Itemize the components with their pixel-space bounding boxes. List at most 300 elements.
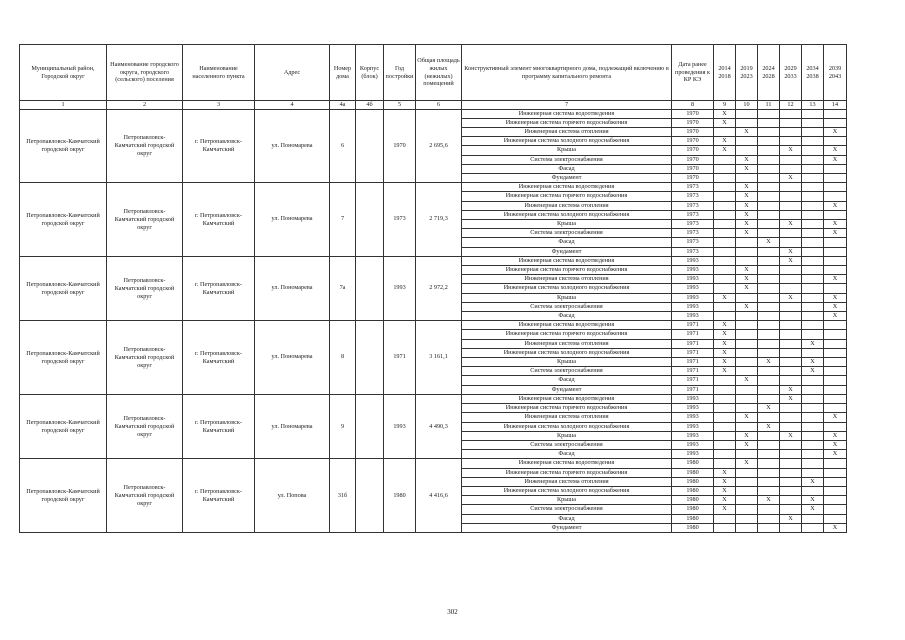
- block-cell: [356, 183, 384, 257]
- prev-repair-date-cell: 1971: [672, 321, 714, 330]
- col-num: 6: [416, 101, 462, 110]
- period-mark-cell: [758, 256, 780, 265]
- block-cell: [356, 321, 384, 395]
- period-mark-cell: X: [714, 330, 736, 339]
- period-mark-cell: [802, 302, 824, 311]
- area-cell: 2 719,3: [416, 183, 462, 257]
- prev-repair-date-cell: 1993: [672, 404, 714, 413]
- year-cell: 1971: [384, 321, 416, 395]
- prev-repair-date-cell: 1993: [672, 266, 714, 275]
- element-name-cell: Инженерная система горячего водоснабжения: [462, 404, 672, 413]
- period-mark-cell: [758, 210, 780, 219]
- element-name-cell: Фасад: [462, 514, 672, 523]
- period-mark-cell: [824, 321, 847, 330]
- period-mark-cell: [736, 330, 758, 339]
- period-mark-cell: [758, 330, 780, 339]
- period-mark-cell: [714, 210, 736, 219]
- period-mark-cell: X: [714, 109, 736, 118]
- period-mark-cell: X: [780, 256, 802, 265]
- period-mark-cell: X: [802, 339, 824, 348]
- prev-repair-date-cell: 1993: [672, 450, 714, 459]
- period-mark-cell: [758, 413, 780, 422]
- header-prev-date: Дата ранее проведения к КР КЭ: [672, 45, 714, 101]
- period-mark-cell: [802, 238, 824, 247]
- period-mark-cell: X: [736, 210, 758, 219]
- element-name-cell: Инженерная система водоотведения: [462, 183, 672, 192]
- period-mark-cell: [758, 192, 780, 201]
- prev-repair-date-cell: 1973: [672, 210, 714, 219]
- element-name-cell: Инженерная система отопления: [462, 413, 672, 422]
- period-mark-cell: [736, 321, 758, 330]
- period-mark-cell: X: [714, 367, 736, 376]
- period-mark-cell: [736, 146, 758, 155]
- period-mark-cell: [824, 256, 847, 265]
- period-mark-cell: [714, 431, 736, 440]
- period-mark-cell: [758, 275, 780, 284]
- period-mark-cell: [736, 468, 758, 477]
- period-mark-cell: [736, 477, 758, 486]
- prev-repair-date-cell: 1993: [672, 293, 714, 302]
- period-mark-cell: [714, 201, 736, 210]
- period-mark-cell: [780, 450, 802, 459]
- element-name-cell: Инженерная система горячего водоснабжения: [462, 468, 672, 477]
- period-mark-cell: [736, 505, 758, 514]
- prev-repair-date-cell: 1971: [672, 376, 714, 385]
- settlement-cell: Петропавловск-Камчатский городской округ: [107, 256, 183, 320]
- period-mark-cell: [780, 275, 802, 284]
- period-mark-cell: [758, 118, 780, 127]
- period-mark-cell: X: [714, 477, 736, 486]
- header-period-1: 2014 2018: [714, 45, 736, 101]
- period-mark-cell: [802, 146, 824, 155]
- settlement-cell: Петропавловск-Камчатский городской округ: [107, 183, 183, 257]
- block-cell: [356, 394, 384, 458]
- period-mark-cell: [736, 137, 758, 146]
- period-mark-cell: [780, 367, 802, 376]
- period-mark-cell: [758, 367, 780, 376]
- house-cell: 7: [330, 183, 356, 257]
- period-mark-cell: [736, 293, 758, 302]
- period-mark-cell: [824, 266, 847, 275]
- house-cell: 6: [330, 109, 356, 183]
- header-period-4: 2029 2033: [780, 45, 802, 101]
- period-mark-cell: X: [780, 514, 802, 523]
- period-mark-cell: [824, 486, 847, 495]
- period-mark-cell: [758, 468, 780, 477]
- header-district: Муниципальный район, Городской округ: [20, 45, 107, 101]
- element-name-cell: Крыша: [462, 496, 672, 505]
- period-mark-cell: X: [736, 431, 758, 440]
- period-mark-cell: X: [714, 146, 736, 155]
- period-mark-cell: [780, 339, 802, 348]
- period-mark-cell: [802, 385, 824, 394]
- prev-repair-date-cell: 1980: [672, 468, 714, 477]
- period-mark-cell: [714, 174, 736, 183]
- period-mark-cell: [824, 247, 847, 256]
- period-mark-cell: X: [736, 183, 758, 192]
- period-mark-cell: X: [758, 496, 780, 505]
- element-name-cell: Крыша: [462, 220, 672, 229]
- period-mark-cell: [736, 523, 758, 532]
- period-mark-cell: X: [736, 266, 758, 275]
- period-mark-cell: [780, 440, 802, 449]
- district-cell: Петропавловск-Камчатский городской округ: [20, 183, 107, 257]
- period-mark-cell: [802, 174, 824, 183]
- period-mark-cell: [780, 376, 802, 385]
- period-mark-cell: [736, 174, 758, 183]
- address-cell: ул. Пономарева: [255, 394, 330, 458]
- period-mark-cell: X: [758, 404, 780, 413]
- prev-repair-date-cell: 1993: [672, 431, 714, 440]
- prev-repair-date-cell: 1993: [672, 413, 714, 422]
- period-mark-cell: [780, 348, 802, 357]
- prev-repair-date-cell: 1980: [672, 496, 714, 505]
- period-mark-cell: [714, 385, 736, 394]
- period-mark-cell: [736, 256, 758, 265]
- period-mark-cell: [758, 385, 780, 394]
- period-mark-cell: X: [714, 468, 736, 477]
- period-mark-cell: [758, 339, 780, 348]
- period-mark-cell: [714, 450, 736, 459]
- period-mark-cell: [758, 302, 780, 311]
- prev-repair-date-cell: 1970: [672, 174, 714, 183]
- period-mark-cell: [780, 505, 802, 514]
- period-mark-cell: [802, 422, 824, 431]
- element-name-cell: Фасад: [462, 450, 672, 459]
- element-name-cell: Инженерная система водоотведения: [462, 256, 672, 265]
- table-row: [20, 459, 847, 468]
- period-mark-cell: [714, 275, 736, 284]
- period-mark-cell: X: [736, 459, 758, 468]
- element-name-cell: Система электроснабжения: [462, 505, 672, 514]
- element-name-cell: Система электроснабжения: [462, 229, 672, 238]
- period-mark-cell: X: [736, 302, 758, 311]
- period-mark-cell: [802, 293, 824, 302]
- period-mark-cell: X: [802, 505, 824, 514]
- period-mark-cell: [802, 192, 824, 201]
- address-cell: ул. Пономарева: [255, 109, 330, 183]
- period-mark-cell: X: [758, 358, 780, 367]
- period-mark-cell: [714, 459, 736, 468]
- block-cell: [356, 256, 384, 320]
- period-mark-cell: [802, 109, 824, 118]
- element-name-cell: Фасад: [462, 164, 672, 173]
- district-cell: Петропавловск-Камчатский городской округ: [20, 109, 107, 183]
- period-mark-cell: [714, 394, 736, 403]
- period-mark-cell: X: [802, 477, 824, 486]
- period-mark-cell: [802, 404, 824, 413]
- period-mark-cell: [780, 330, 802, 339]
- period-mark-cell: [758, 220, 780, 229]
- element-name-cell: Система электроснабжения: [462, 367, 672, 376]
- period-mark-cell: [802, 183, 824, 192]
- period-mark-cell: [824, 348, 847, 357]
- prev-repair-date-cell: 1971: [672, 330, 714, 339]
- period-mark-cell: [758, 505, 780, 514]
- address-cell: ул. Пономарева: [255, 256, 330, 320]
- period-mark-cell: [824, 164, 847, 173]
- period-mark-cell: [824, 459, 847, 468]
- year-cell: 1970: [384, 109, 416, 183]
- prev-repair-date-cell: 1971: [672, 385, 714, 394]
- locality-cell: г. Петропавловск-Камчатский: [183, 321, 255, 395]
- table-body: [20, 109, 847, 532]
- period-mark-cell: [714, 413, 736, 422]
- period-mark-cell: X: [780, 146, 802, 155]
- element-name-cell: Крыша: [462, 146, 672, 155]
- period-mark-cell: [714, 302, 736, 311]
- prev-repair-date-cell: 1973: [672, 247, 714, 256]
- period-mark-cell: X: [824, 312, 847, 321]
- prev-repair-date-cell: 1971: [672, 339, 714, 348]
- block-cell: [356, 459, 384, 533]
- period-mark-cell: [802, 118, 824, 127]
- element-name-cell: Инженерная система холодного водоснабжения: [462, 422, 672, 431]
- period-mark-cell: [758, 312, 780, 321]
- col-num: 4а: [330, 101, 356, 110]
- period-mark-cell: [714, 514, 736, 523]
- prev-repair-date-cell: 1973: [672, 229, 714, 238]
- district-cell: Петропавловск-Камчатский городской округ: [20, 394, 107, 458]
- area-cell: 4 416,6: [416, 459, 462, 533]
- period-mark-cell: [714, 440, 736, 449]
- prev-repair-date-cell: 1980: [672, 486, 714, 495]
- period-mark-cell: [824, 496, 847, 505]
- element-name-cell: Фундамент: [462, 247, 672, 256]
- col-num: 4б: [356, 101, 384, 110]
- period-mark-cell: X: [780, 431, 802, 440]
- period-mark-cell: X: [736, 220, 758, 229]
- period-mark-cell: X: [714, 137, 736, 146]
- period-mark-cell: [824, 358, 847, 367]
- period-mark-cell: X: [714, 321, 736, 330]
- element-name-cell: Инженерная система горячего водоснабжения: [462, 330, 672, 339]
- period-mark-cell: [758, 174, 780, 183]
- address-cell: ул. Попова: [255, 459, 330, 533]
- period-mark-cell: [802, 431, 824, 440]
- period-mark-cell: [758, 477, 780, 486]
- period-mark-cell: [824, 468, 847, 477]
- period-mark-cell: [736, 339, 758, 348]
- year-cell: 1993: [384, 394, 416, 458]
- period-mark-cell: [714, 312, 736, 321]
- col-num: 11: [758, 101, 780, 110]
- settlement-cell: Петропавловск-Камчатский городской округ: [107, 109, 183, 183]
- period-mark-cell: [780, 422, 802, 431]
- period-mark-cell: [736, 422, 758, 431]
- col-num: 12: [780, 101, 802, 110]
- period-mark-cell: [780, 210, 802, 219]
- settlement-cell: Петропавловск-Камчатский городской округ: [107, 321, 183, 395]
- element-name-cell: Фундамент: [462, 174, 672, 183]
- col-num: 2: [107, 101, 183, 110]
- header-block: Корпус (блок): [356, 45, 384, 101]
- house-cell: 31б: [330, 459, 356, 533]
- prev-repair-date-cell: 1970: [672, 137, 714, 146]
- district-cell: Петропавловск-Камчатский городской округ: [20, 256, 107, 320]
- period-mark-cell: [780, 118, 802, 127]
- col-num: 9: [714, 101, 736, 110]
- prev-repair-date-cell: 1993: [672, 284, 714, 293]
- period-mark-cell: X: [758, 422, 780, 431]
- column-number-row: [20, 101, 847, 110]
- period-mark-cell: [758, 137, 780, 146]
- period-mark-cell: [736, 348, 758, 357]
- period-mark-cell: [802, 210, 824, 219]
- period-mark-cell: X: [736, 413, 758, 422]
- period-mark-cell: [736, 394, 758, 403]
- element-name-cell: Инженерная система холодного водоснабжения: [462, 137, 672, 146]
- period-mark-cell: [758, 155, 780, 164]
- header-row: [20, 45, 847, 101]
- prev-repair-date-cell: 1980: [672, 514, 714, 523]
- period-mark-cell: [758, 229, 780, 238]
- period-mark-cell: [802, 247, 824, 256]
- period-mark-cell: [736, 404, 758, 413]
- period-mark-cell: [714, 183, 736, 192]
- element-name-cell: Крыша: [462, 431, 672, 440]
- period-mark-cell: X: [736, 201, 758, 210]
- header-year: Год постройки: [384, 45, 416, 101]
- element-name-cell: Крыша: [462, 293, 672, 302]
- prev-repair-date-cell: 1971: [672, 358, 714, 367]
- prev-repair-date-cell: 1971: [672, 367, 714, 376]
- period-mark-cell: [714, 238, 736, 247]
- period-mark-cell: [714, 155, 736, 164]
- period-mark-cell: X: [824, 220, 847, 229]
- element-name-cell: Фундамент: [462, 523, 672, 532]
- element-name-cell: Система электроснабжения: [462, 302, 672, 311]
- period-mark-cell: [802, 413, 824, 422]
- period-mark-cell: [802, 514, 824, 523]
- col-num: 8: [672, 101, 714, 110]
- element-name-cell: Инженерная система холодного водоснабжения: [462, 210, 672, 219]
- settlement-cell: Петропавловск-Камчатский городской округ: [107, 394, 183, 458]
- period-mark-cell: [824, 238, 847, 247]
- period-mark-cell: [758, 266, 780, 275]
- element-name-cell: Инженерная система холодного водоснабжения: [462, 348, 672, 357]
- period-mark-cell: [758, 183, 780, 192]
- period-mark-cell: X: [714, 505, 736, 514]
- period-mark-cell: [758, 440, 780, 449]
- period-mark-cell: [714, 220, 736, 229]
- house-cell: 8: [330, 321, 356, 395]
- period-mark-cell: X: [802, 367, 824, 376]
- area-cell: 4 490,3: [416, 394, 462, 458]
- period-mark-cell: [780, 238, 802, 247]
- period-mark-cell: [714, 128, 736, 137]
- header-period-5: 2034 2038: [802, 45, 824, 101]
- prev-repair-date-cell: 1973: [672, 220, 714, 229]
- house-cell: 9: [330, 394, 356, 458]
- period-mark-cell: [758, 128, 780, 137]
- period-mark-cell: [824, 376, 847, 385]
- header-period-2: 2019 2023: [736, 45, 758, 101]
- page-number: 302: [447, 608, 458, 616]
- period-mark-cell: [780, 496, 802, 505]
- prev-repair-date-cell: 1973: [672, 183, 714, 192]
- period-mark-cell: [824, 109, 847, 118]
- period-mark-cell: [780, 302, 802, 311]
- period-mark-cell: X: [780, 385, 802, 394]
- prev-repair-date-cell: 1973: [672, 238, 714, 247]
- col-num: 14: [824, 101, 847, 110]
- element-name-cell: Инженерная система водоотведения: [462, 459, 672, 468]
- period-mark-cell: [780, 477, 802, 486]
- period-mark-cell: [758, 514, 780, 523]
- period-mark-cell: [824, 477, 847, 486]
- prev-repair-date-cell: 1970: [672, 118, 714, 127]
- period-mark-cell: [802, 321, 824, 330]
- period-mark-cell: [802, 348, 824, 357]
- period-mark-cell: [758, 321, 780, 330]
- locality-cell: г. Петропавловск-Камчатский: [183, 459, 255, 533]
- period-mark-cell: [758, 109, 780, 118]
- period-mark-cell: [824, 505, 847, 514]
- period-mark-cell: [824, 330, 847, 339]
- period-mark-cell: [802, 155, 824, 164]
- period-mark-cell: [780, 523, 802, 532]
- element-name-cell: Инженерная система горячего водоснабжения: [462, 118, 672, 127]
- period-mark-cell: [780, 468, 802, 477]
- period-mark-cell: [802, 201, 824, 210]
- area-cell: 2 695,6: [416, 109, 462, 183]
- period-mark-cell: [824, 284, 847, 293]
- locality-cell: г. Петропавловск-Камчатский: [183, 183, 255, 257]
- period-mark-cell: [780, 164, 802, 173]
- period-mark-cell: [780, 266, 802, 275]
- element-name-cell: Инженерная система водоотведения: [462, 394, 672, 403]
- period-mark-cell: [824, 137, 847, 146]
- period-mark-cell: [802, 440, 824, 449]
- period-mark-cell: [780, 486, 802, 495]
- period-mark-cell: [802, 220, 824, 229]
- period-mark-cell: [802, 312, 824, 321]
- prev-repair-date-cell: 1973: [672, 192, 714, 201]
- header-address: Адрес: [255, 45, 330, 101]
- period-mark-cell: [780, 404, 802, 413]
- period-mark-cell: [758, 486, 780, 495]
- period-mark-cell: X: [824, 440, 847, 449]
- prev-repair-date-cell: 1980: [672, 459, 714, 468]
- element-name-cell: Фасад: [462, 312, 672, 321]
- table-row: [20, 394, 847, 403]
- period-mark-cell: [714, 247, 736, 256]
- period-mark-cell: X: [824, 523, 847, 532]
- period-mark-cell: [736, 450, 758, 459]
- year-cell: 1973: [384, 183, 416, 257]
- element-name-cell: Фасад: [462, 238, 672, 247]
- header-settlement: Наименование городского округа, городского (сельского) поселения: [107, 45, 183, 101]
- period-mark-cell: [780, 312, 802, 321]
- period-mark-cell: [758, 348, 780, 357]
- period-mark-cell: X: [714, 118, 736, 127]
- period-mark-cell: [736, 118, 758, 127]
- period-mark-cell: X: [824, 293, 847, 302]
- period-mark-cell: X: [780, 394, 802, 403]
- period-mark-cell: [758, 293, 780, 302]
- period-mark-cell: [758, 247, 780, 256]
- period-mark-cell: [758, 376, 780, 385]
- period-mark-cell: [736, 358, 758, 367]
- period-mark-cell: X: [780, 220, 802, 229]
- col-num: 1: [20, 101, 107, 110]
- prev-repair-date-cell: 1993: [672, 422, 714, 431]
- element-name-cell: Система электроснабжения: [462, 155, 672, 164]
- period-mark-cell: [802, 284, 824, 293]
- element-name-cell: Инженерная система горячего водоснабжения: [462, 266, 672, 275]
- period-mark-cell: [736, 385, 758, 394]
